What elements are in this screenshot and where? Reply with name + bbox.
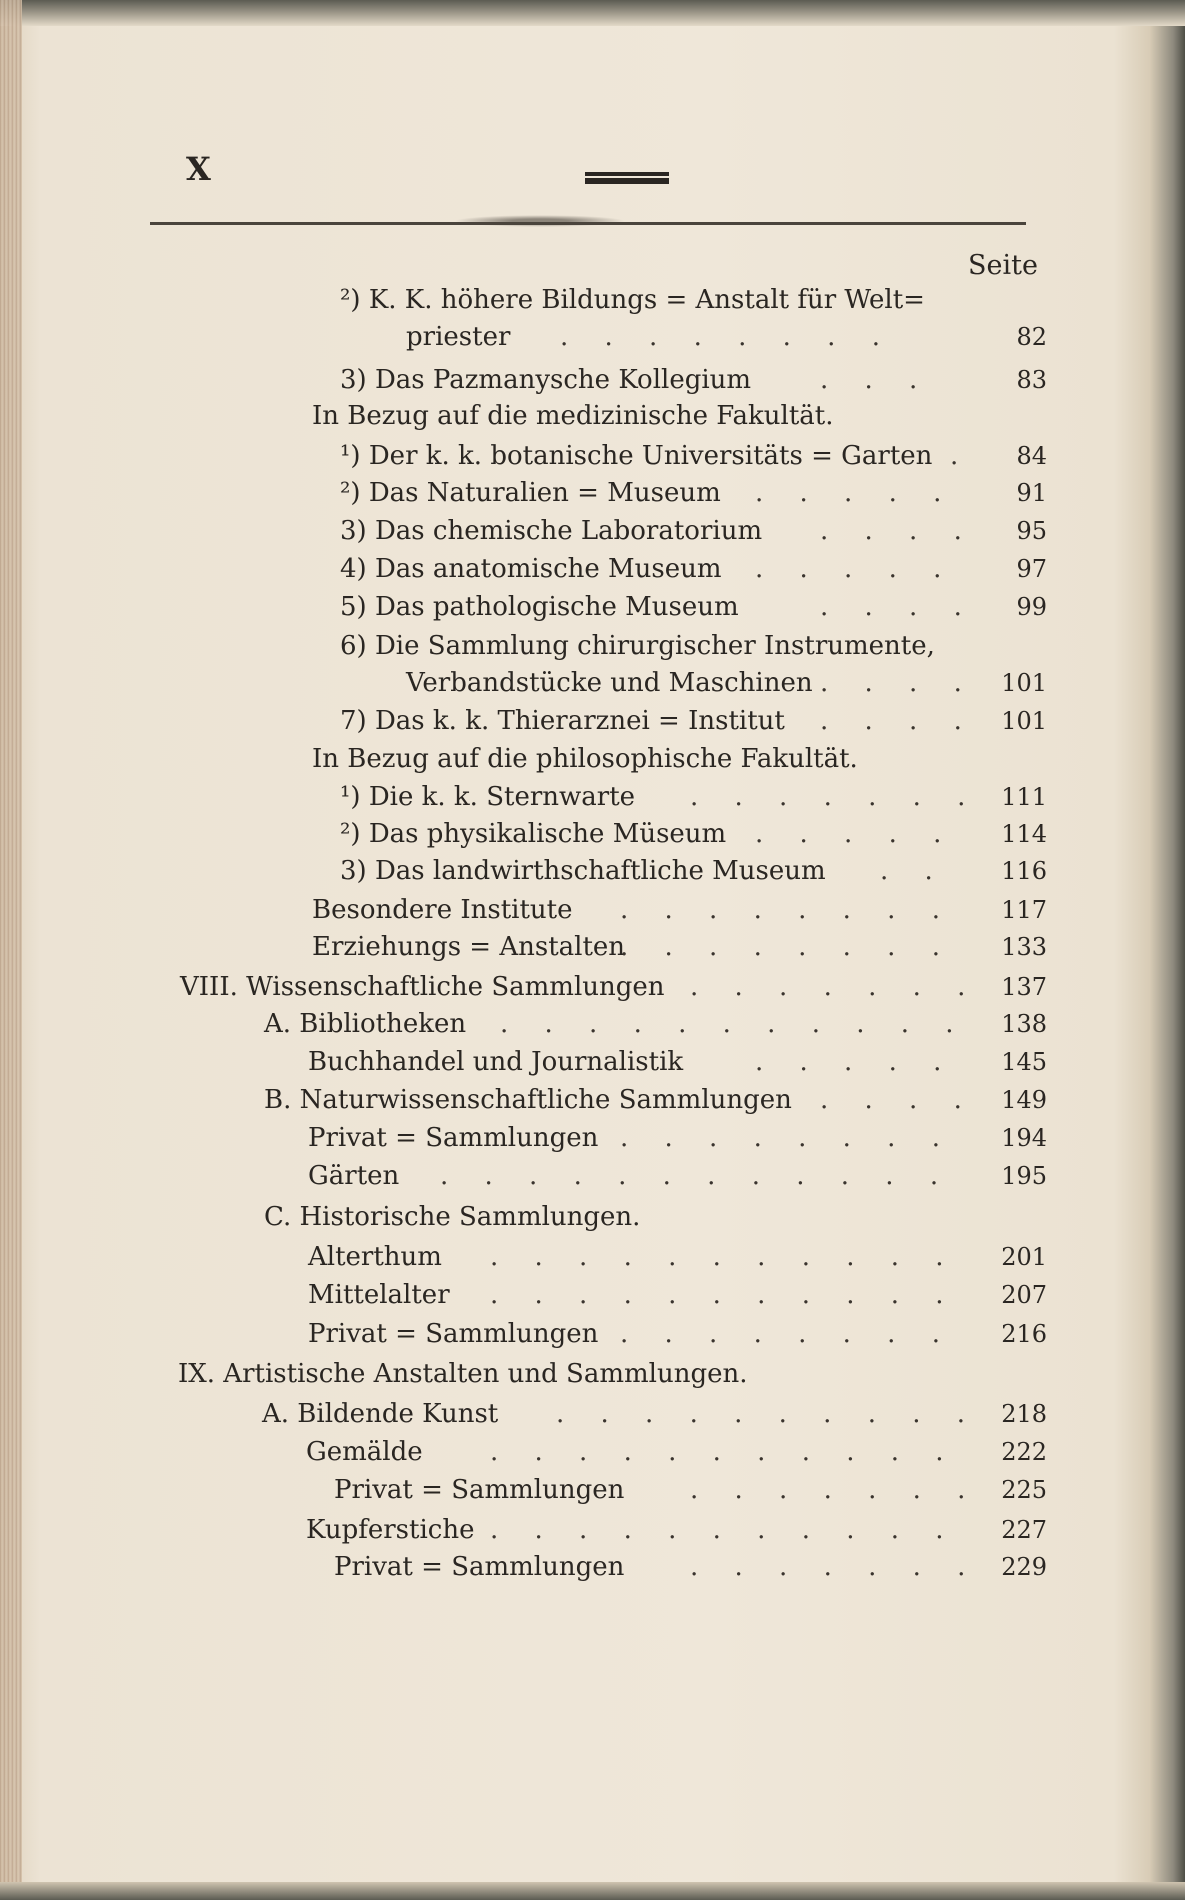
entry-page: 225 (1001, 1476, 1047, 1504)
entry-label: Privat = Sammlungen (334, 1475, 625, 1505)
entry-label: Verbandstücke und Maschinen (406, 668, 813, 698)
entry-page: 111 (1001, 783, 1047, 811)
entry-page: 114 (1001, 820, 1047, 848)
toc-entry (0, 397, 1185, 435)
toc-entry (0, 740, 1185, 778)
entry-page: 145 (1001, 1048, 1047, 1076)
toc-entry (0, 1471, 1185, 1509)
leader-dots: . . . (820, 365, 932, 395)
entry-page: 137 (1001, 973, 1047, 1001)
entry-page: 216 (1001, 1320, 1047, 1348)
toc-entry (0, 361, 1185, 399)
leader-dots: . . . . . . . . . . . (490, 1515, 958, 1545)
entry-label: IX. Artistische Anstalten und Sammlungen. (178, 1359, 748, 1389)
entry-label: VIII. Wissenschaftliche Sammlungen (180, 972, 665, 1002)
entry-page: 138 (1001, 1010, 1047, 1038)
leader-dots: . . . . . . . . (620, 1123, 954, 1153)
entry-page: 218 (1001, 1400, 1047, 1428)
page-column-label: Seite (968, 250, 1038, 281)
toc-entry (0, 1119, 1185, 1157)
entry-label: ²) Das Naturalien = Museum (340, 478, 721, 508)
leader-dots: . . . . (820, 706, 976, 736)
leader-dots: . . . . . . . . . . . . (440, 1161, 953, 1191)
entry-label: ²) Das physikalische Müseum (340, 819, 727, 849)
entry-page: 149 (1001, 1086, 1047, 1114)
entry-label: Besondere Institute (312, 895, 573, 925)
toc-entry (0, 318, 1185, 356)
entry-label: 7) Das k. k. Thierarznei = Institut (340, 706, 785, 736)
entry-page: 84 (1016, 442, 1047, 470)
toc-entry (0, 702, 1185, 740)
header-ornament-bar (585, 172, 669, 184)
entry-label: 3) Das landwirthschaftliche Museum (340, 856, 826, 886)
toc-entry (0, 474, 1185, 512)
entry-page: 116 (1001, 857, 1047, 885)
entry-label: Gemälde (306, 1437, 423, 1467)
entry-label: ¹) Der k. k. botanische Universitäts = Garten (340, 441, 933, 471)
entry-label: A. Bibliotheken (264, 1009, 467, 1039)
leader-dots: . . . . . . . . . . (556, 1399, 980, 1429)
toc-entry (0, 437, 1185, 475)
leader-dots: . . . . . . . . . . . (490, 1280, 958, 1310)
entry-label: Mittelalter (308, 1280, 450, 1310)
toc-entry (0, 1355, 1185, 1393)
leader-dots: . . . . . . . (690, 972, 980, 1002)
toc-entry (0, 550, 1185, 588)
toc-entry (0, 1043, 1185, 1081)
entry-label: 3) Das chemische Laboratorium (340, 516, 763, 546)
leader-dots: . . . . . . . . (560, 322, 894, 352)
leader-dots: . . (880, 856, 947, 886)
leader-dots: . . . . . . . . (620, 895, 954, 925)
entry-label: A. Bildende Kunst (262, 1399, 499, 1429)
leader-dots: . . . . . (755, 554, 956, 584)
page-top-shadow (0, 0, 1185, 26)
leader-dots: . . . . . . . (690, 1552, 980, 1582)
entry-label: Kupferstiche (306, 1515, 475, 1545)
entry-page: 195 (1001, 1162, 1047, 1190)
leader-dots: . . . . . . . . (620, 1319, 954, 1349)
toc-entry (0, 1548, 1185, 1586)
entry-page: 194 (1001, 1124, 1047, 1152)
leader-dots: . . . . . . . (690, 782, 980, 812)
entry-page: 207 (1001, 1281, 1047, 1309)
entry-label: Gärten (308, 1161, 400, 1191)
leader-dots: . . . . (820, 516, 976, 546)
entry-page: 91 (1016, 479, 1047, 507)
entry-page: 101 (1001, 669, 1047, 697)
toc-entry (0, 588, 1185, 626)
leader-dots: . . . . . (755, 478, 956, 508)
entry-label: ¹) Die k. k. Sternwarte (340, 782, 636, 812)
entry-label: 3) Das Pazmanysche Kollegium (340, 365, 752, 395)
entry-label: C. Historische Sammlungen. (264, 1202, 641, 1232)
entry-label: In Bezug auf die philosophische Fakultät. (312, 744, 858, 774)
entry-page: 82 (1016, 323, 1047, 351)
toc-entry (0, 852, 1185, 890)
entry-page: 201 (1001, 1243, 1047, 1271)
page-bottom-shadow (0, 1882, 1185, 1900)
leader-dots: . . . . . (755, 1047, 956, 1077)
toc-entry (0, 512, 1185, 550)
toc-entry (0, 1315, 1185, 1353)
entry-page: 99 (1016, 593, 1047, 621)
toc-entry (0, 968, 1185, 1006)
leader-dots: . . . . . . . . . . . (490, 1437, 958, 1467)
entry-page: 101 (1001, 707, 1047, 735)
entry-label: 6) Die Sammlung chirurgischer Instrumente, (340, 631, 935, 661)
toc-entry (0, 1238, 1185, 1276)
entry-label: 4) Das anatomische Museum (340, 554, 722, 584)
toc-entry (0, 891, 1185, 929)
toc-entry (0, 928, 1185, 966)
leader-dots: . . . . . . . (690, 1475, 980, 1505)
entry-page: 117 (1001, 896, 1047, 924)
leader-dots: . . . . . . . . (620, 932, 954, 962)
toc-entry (0, 1157, 1185, 1195)
toc-entry (0, 1433, 1185, 1471)
entry-label: Erziehungs = Anstalten (312, 932, 626, 962)
entry-page: 95 (1016, 517, 1047, 545)
header-rule (150, 222, 1026, 225)
leader-dots: . . . . (820, 1085, 976, 1115)
leader-dots: . . . . . . . . . . . (490, 1242, 958, 1272)
leader-dots: . . . . . . . . . . . (500, 1009, 968, 1039)
leader-dots: . . . . (820, 592, 976, 622)
toc-entry (0, 1081, 1185, 1119)
toc-entry (0, 627, 1185, 665)
toc-entry (0, 815, 1185, 853)
entry-page: 97 (1016, 555, 1047, 583)
entry-page: 222 (1001, 1438, 1047, 1466)
toc-entry (0, 778, 1185, 816)
page-folio: X (186, 150, 211, 188)
toc-entry (0, 1511, 1185, 1549)
entry-page: 83 (1016, 366, 1047, 394)
toc-entry (0, 664, 1185, 702)
entry-page: 133 (1001, 933, 1047, 961)
entry-label: Buchhandel und Journalistik (308, 1047, 684, 1077)
entry-page: 229 (1001, 1553, 1047, 1581)
toc-entry (0, 281, 1185, 319)
entry-label: ²) K. K. höhere Bildungs = Anstalt für Welt= (340, 285, 925, 315)
rule-ornament (440, 214, 640, 228)
entry-label: In Bezug auf die medizinische Fakultät. (312, 401, 834, 431)
entry-label: Privat = Sammlungen (308, 1319, 599, 1349)
leader-dots: . . . . . (755, 819, 956, 849)
entry-page: 227 (1001, 1516, 1047, 1544)
toc-entry (0, 1276, 1185, 1314)
toc-entry (0, 1198, 1185, 1236)
entry-label: Alterthum (308, 1242, 442, 1272)
entry-label: Privat = Sammlungen (334, 1552, 625, 1582)
entry-label: priester (406, 322, 511, 352)
leader-dots: . . . . (820, 668, 976, 698)
toc-entry (0, 1005, 1185, 1043)
entry-label: 5) Das pathologische Museum (340, 592, 739, 622)
leader-dots: . (950, 441, 973, 471)
toc-entry (0, 1395, 1185, 1433)
entry-label: Privat = Sammlungen (308, 1123, 599, 1153)
entry-label: B. Naturwissenschaftliche Sammlungen (264, 1085, 792, 1115)
